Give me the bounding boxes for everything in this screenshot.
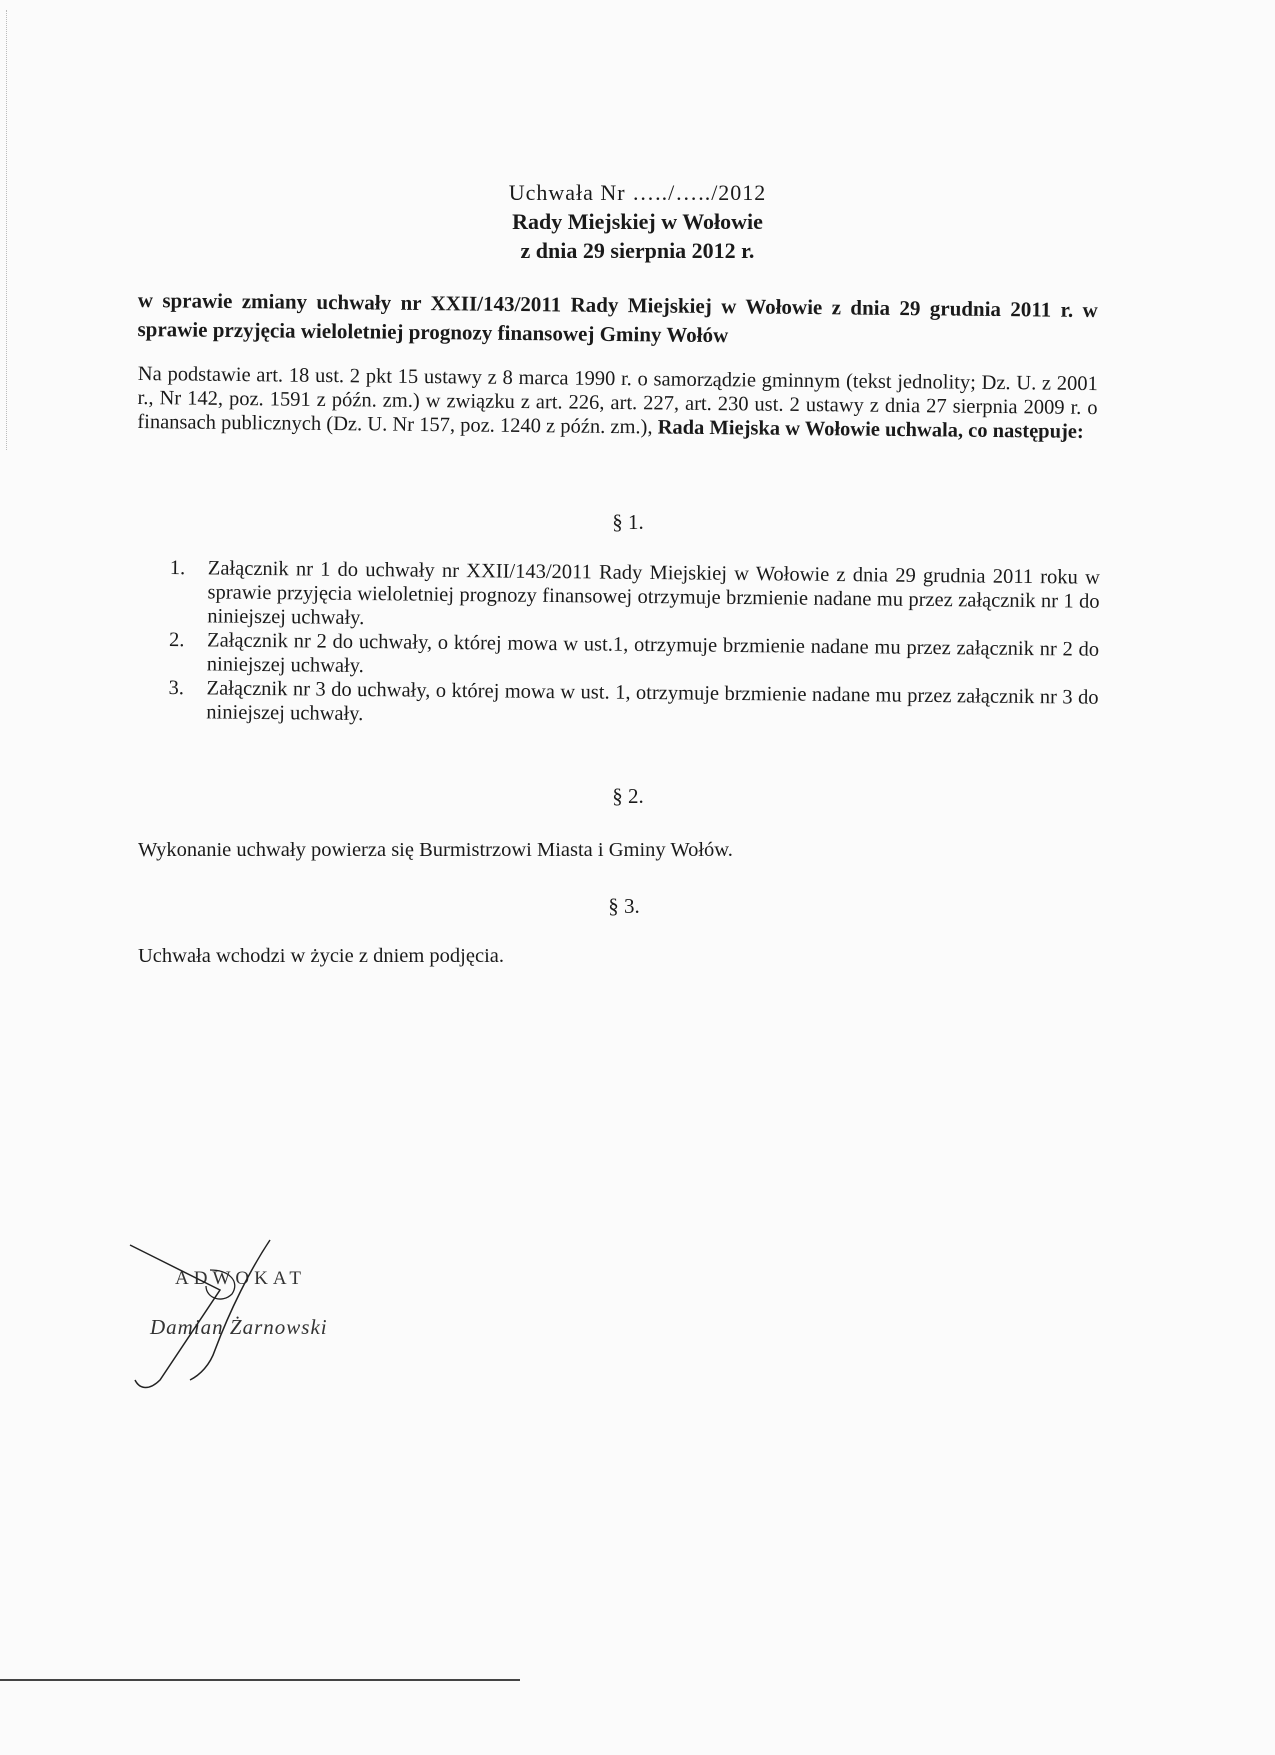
council-name: Rady Miejskiej w Wołowie (512, 209, 763, 234)
list-item (169, 556, 1100, 638)
footer-rule (0, 1679, 520, 1681)
legal-basis-enactment: Rada Miejska w Wołowie uchwala, co następuje: (657, 416, 1084, 443)
effective-clause: Uchwała wchodzi w życie z dniem podjęcia. (138, 945, 504, 967)
section-3-heading: § 3. (608, 894, 640, 918)
execution-clause: Wykonanie uchwały powierza się Burmistrzowi Miasta i Gminy Wołów. (138, 839, 733, 861)
item-number: 2. (169, 628, 185, 652)
stamp-title: ADWOKAT (175, 1268, 307, 1289)
resolution-subject: w sprawie zmiany uchwały nr XXII/143/2011 Rady Miejskiej w Wołowie z dnia 29 grudnia 2011 r. w sprawie przyjęcia wieloletniej prognozy finansowej Gminy Wołów (137, 287, 1098, 348)
resolution-number: Uchwała Nr …../…../2012 (508, 180, 767, 205)
legal-basis-text: Na podstawie art. 18 ust. 2 pkt 15 ustawy z 8 marca 1990 r. o samorządzie gminnym (tekst jednolity; Dz. U. z 2001 r., Nr 142, poz. 1591 z późn. zm.) w związku z art. 226, art. 227, art. 230 ust. 2 ustawy z dnia 27 sierpnia 2009 r. o finansach publicznych (Dz. U. Nr 157, poz. 1240 z późn. zm.), (137, 362, 1098, 439)
section-1-heading: § 1. (612, 510, 644, 534)
item-number: 1. (169, 556, 186, 580)
legal-basis (137, 362, 1098, 444)
item-number: 3. (168, 676, 185, 700)
list-item (168, 676, 1098, 734)
item-text: Załącznik nr 1 do uchwały nr XXII/143/2011 Rady Miejskiej w Wołowie z dnia 29 grudnia 2011 roku w sprawie przyjęcia wieloletniej prognozy finansowej otrzymuje brzmienie nadane mu przez załącznik nr 1 do niniejszej uchwały. (207, 557, 1100, 630)
section-2-heading: § 2. (612, 784, 644, 808)
section-1-items (168, 556, 1100, 734)
stamp-name: Damian Żarnowski (150, 1315, 328, 1339)
resolution-header (0, 178, 1275, 265)
signature-drawing (120, 1230, 380, 1400)
item-text: Załącznik nr 3 do uchwały, o której mowa w ust. 1, otrzymuje brzmienie nadane mu przez załącznik nr 3 do niniejszej uchwały. (206, 677, 1099, 726)
signature-stroke-2 (190, 1240, 270, 1380)
item-text: Załącznik nr 2 do uchwały, o której mowa w ust.1, otrzymuje brzmienie nadane mu przez załącznik nr 2 do niniejszej uchwały. (206, 629, 1100, 678)
resolution-date: z dnia 29 sierpnia 2012 r. (520, 238, 755, 263)
lawyer-stamp-signature (120, 1230, 380, 1400)
